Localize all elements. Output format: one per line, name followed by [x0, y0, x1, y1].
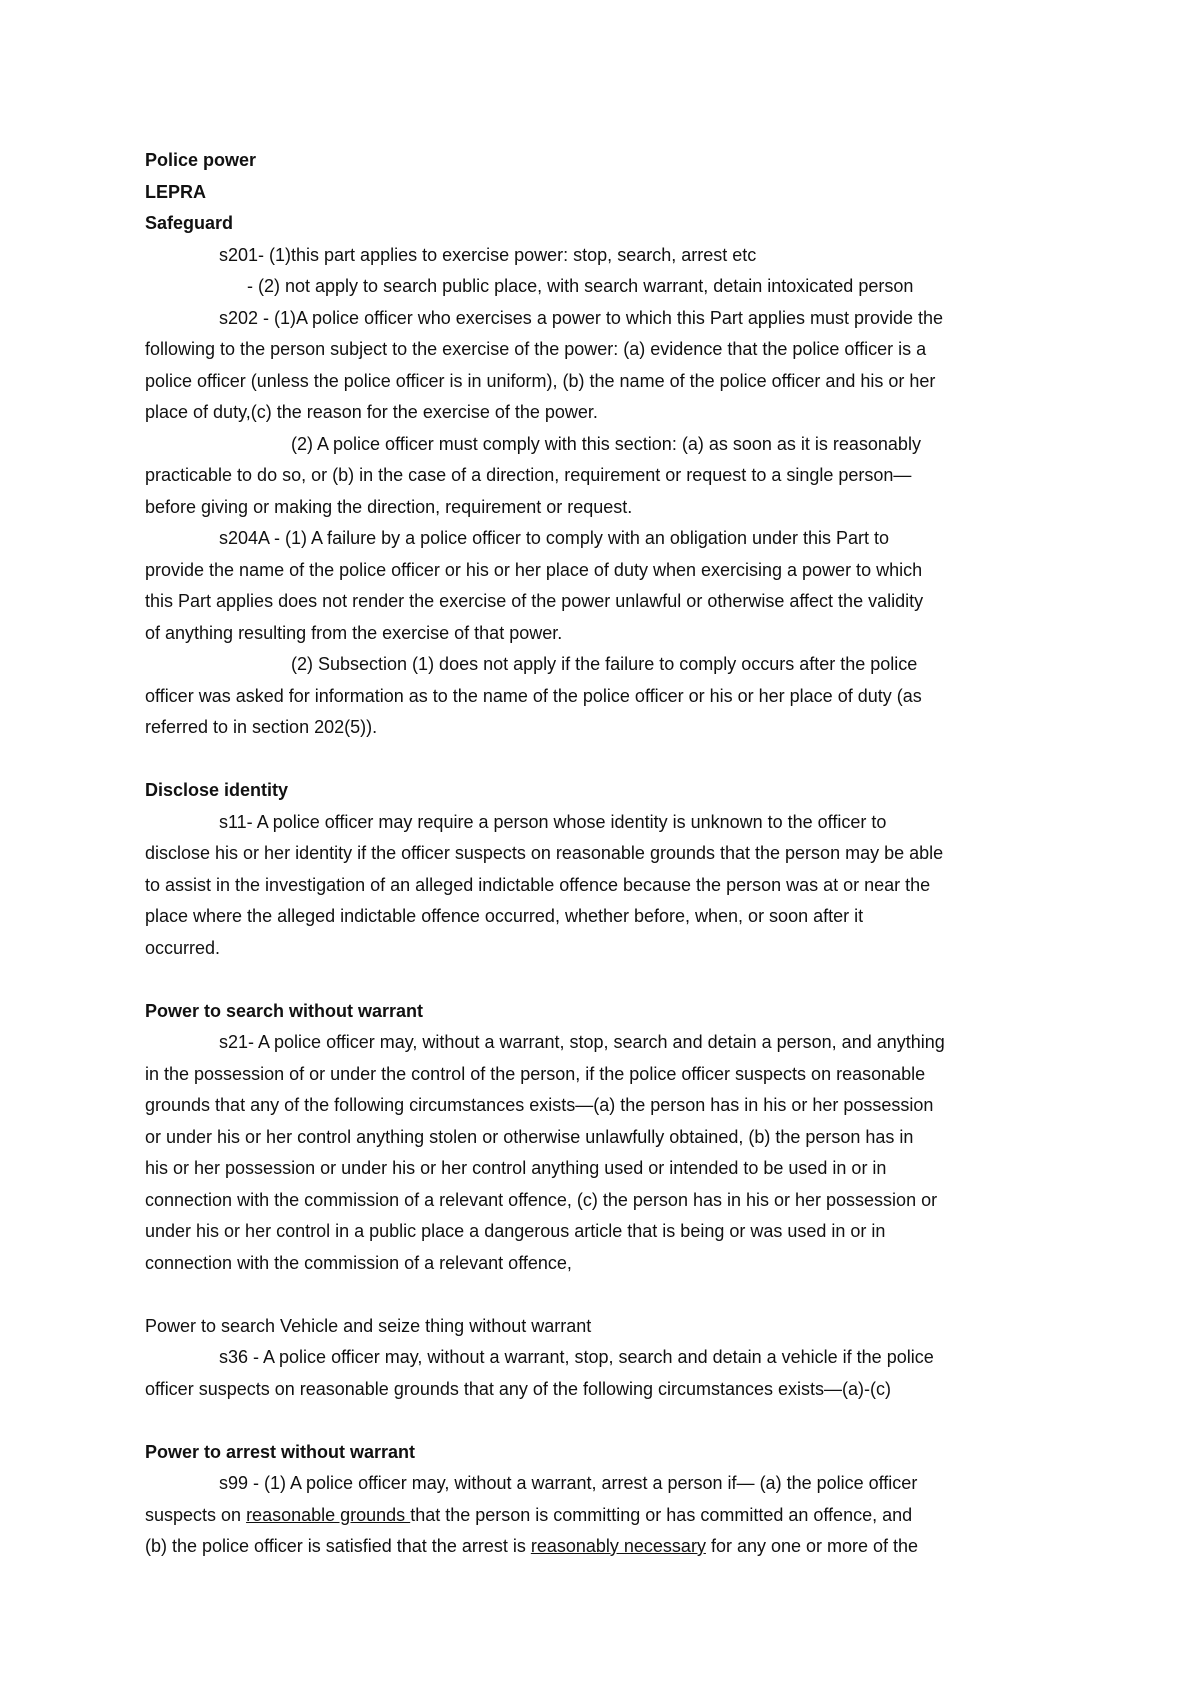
text-line: s202 - (1)A police officer who exercises a power to which this Part applies must provide the: [219, 307, 944, 328]
text-line: referred to in section 202(5)).: [145, 717, 378, 737]
text-line: practicable to do so, or (b) in the case of a direction, requirement or request to a single person—: [145, 465, 912, 485]
text-line: his or her possession or under his or her control anything used or intended to be used in or in: [145, 1158, 887, 1178]
underlined-phrase: reasonably necessary: [530, 1536, 706, 1556]
text-run: suspects on: [145, 1504, 247, 1525]
text-line: - (2) not apply to search public place, with search warrant, detain intoxicated person: [247, 276, 914, 296]
text-line: place of duty,(c) the reason for the exercise of the power.: [145, 402, 598, 422]
text-line: officer was asked for information as to the name of the police officer or his or her place of duty (as: [145, 685, 922, 706]
text-line: to assist in the investigation of an alleged indictable offence because the person was at or near the: [145, 874, 931, 895]
text-line: following to the person subject to the exercise of the power: (a) evidence that the police officer is a: [145, 339, 927, 359]
paragraph-gap: [145, 1405, 1060, 1437]
text-run: for any one or more of the: [705, 1536, 919, 1556]
text-line: officer suspects on reasonable grounds that any of the following circumstances exists—(a)-(c): [145, 1378, 892, 1399]
text-line: connection with the commission of a relevant offence, (c) the person has in his or her possession or: [145, 1189, 938, 1210]
text-line: occurred.: [145, 937, 221, 958]
text-line: police officer (unless the police officer is in uniform), (b) the name of the police officer and his or her: [145, 370, 936, 391]
heading-safeguard: Safeguard: [145, 213, 234, 233]
heading-police-power: Police power: [145, 150, 257, 170]
heading-arrest-without-warrant: Power to arrest without warrant: [145, 1441, 416, 1462]
text-line: or under his or her control anything stolen or otherwise unlawfully obtained, (b) the person has in: [145, 1126, 914, 1147]
text-line: connection with the commission of a relevant offence,: [145, 1252, 572, 1273]
text-line: place where the alleged indictable offence occurred, whether before, when, or soon after it: [145, 906, 864, 926]
text-line: this Part applies does not render the exercise of the power unlawful or otherwise affect the validity: [145, 591, 924, 611]
text-line: under his or her control in a public place a dangerous article that is being or was used in or in: [145, 1221, 886, 1241]
text-line: s99 - (1) A police officer may, without a warrant, arrest a person if— (a) the police officer: [219, 1473, 918, 1493]
text-line: of anything resulting from the exercise of that power.: [145, 622, 563, 643]
text-run: (b) the police officer is satisfied that the arrest is: [145, 1536, 531, 1556]
text-line: (2) Subsection (1) does not apply if the failure to comply occurs after the police: [291, 654, 918, 674]
text-line: grounds that any of the following circumstances exists—(a) the person has in his or her possession: [145, 1095, 934, 1115]
underlined-phrase: reasonable grounds: [246, 1504, 411, 1525]
text-line: before giving or making the direction, requirement or request.: [145, 496, 633, 517]
text-line: [145, 1531, 1060, 1563]
text-line: [145, 1500, 1060, 1532]
text-line: in the possession of or under the control of the person, if the police officer suspects on reasonable: [145, 1063, 926, 1084]
text-line: disclose his or her identity if the officer suspects on reasonable grounds that the person may be able: [145, 843, 944, 863]
text-line: s21- A police officer may, without a warrant, stop, search and detain a person, and anything: [219, 1032, 945, 1052]
text-line: provide the name of the police officer or his or her place of duty when exercising a power to which: [145, 559, 923, 580]
paragraph-gap: [145, 1279, 1060, 1311]
heading-disclose-identity: Disclose identity: [145, 780, 289, 800]
text-line: s11- A police officer may require a person whose identity is unknown to the officer to: [219, 811, 887, 832]
text-line: s201- (1)this part applies to exercise power: stop, search, arrest etc: [219, 244, 757, 265]
paragraph-gap: [145, 744, 1060, 776]
document-body: [145, 145, 1060, 1563]
text-line: (2) A police officer must comply with this section: (a) as soon as it is reasonably: [291, 433, 921, 454]
heading-search-vehicle: Power to search Vehicle and seize thing without warrant: [145, 1315, 592, 1336]
paragraph-gap: [145, 964, 1060, 996]
text-line: s204A - (1) A failure by a police officer to comply with an obligation under this Part to: [219, 528, 890, 548]
heading-lepra: LEPRA: [145, 181, 207, 202]
text-line: s36 - A police officer may, without a warrant, stop, search and detain a vehicle if the police: [219, 1347, 934, 1367]
text-run: that the person is committing or has committed an offence, and: [410, 1504, 913, 1525]
heading-search-without-warrant: Power to search without warrant: [145, 1000, 424, 1021]
